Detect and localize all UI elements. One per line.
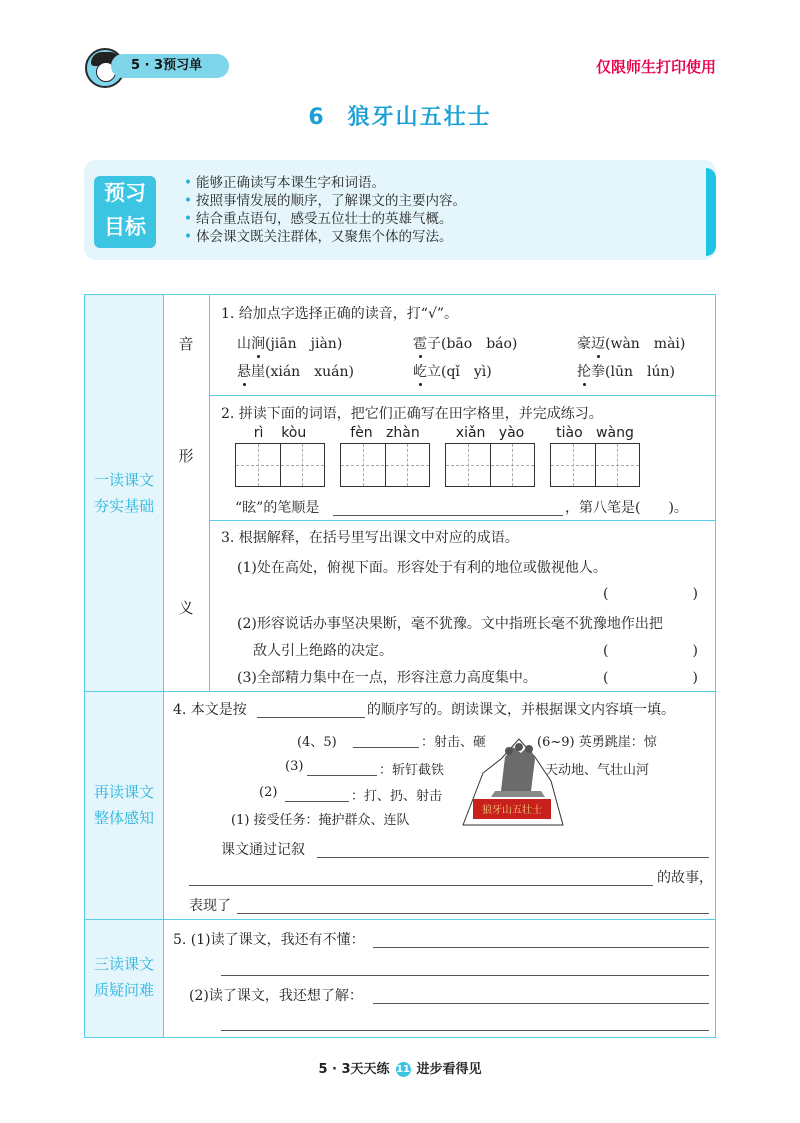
q1-item: 屹立(qǐ yì)	[413, 364, 492, 380]
q4-title-start: 4. 本文是按	[173, 702, 247, 718]
writing-grid[interactable]	[445, 443, 535, 487]
lesson-title	[0, 100, 800, 131]
stage-2: (2)	[259, 785, 278, 800]
stage-6-9: (6~9) 英勇跳崖：惊	[537, 735, 657, 750]
footer-slogan: 进步看得见	[416, 1062, 482, 1077]
summary-blank[interactable]	[189, 885, 653, 886]
eighth-stroke-label: ，第八笔是( )。	[565, 500, 688, 516]
stage-3-text: ：斩钉截铁	[379, 763, 445, 778]
stage-blank[interactable]	[353, 747, 419, 748]
goal-item: • 按照事情发展的顺序，了解课文的主要内容。	[184, 192, 466, 210]
q3-item-3: (3)全部精力集中在一点，形容注意力高度集中。	[237, 670, 537, 686]
question-blank[interactable]	[221, 975, 709, 976]
answer-paren[interactable]: ( )	[603, 670, 698, 686]
q5-item-2: (2)读了课文，我还想了解：	[189, 988, 363, 1004]
q3-item-2: (2)形容说话办事坚决果断，毫不犹豫。文中指班长毫不犹豫地作出把	[237, 616, 663, 632]
q3-item-2-cont: 敌人引上绝路的决定。	[253, 643, 393, 659]
footer-brand: 5 · 3天天练	[318, 1062, 390, 1077]
q3-title: 3. 根据解释，在括号里写出课文中对应的成语。	[221, 530, 519, 546]
goal-item: • 体会课文既关注群体，又聚焦个体的写法。	[184, 228, 466, 246]
lesson-name: 狼牙山五壮士	[347, 105, 492, 130]
goals-panel	[84, 160, 716, 260]
order-blank[interactable]	[257, 717, 365, 718]
stage-1: (1) 接受任务：掩护群众、连队	[231, 813, 410, 828]
answer-paren[interactable]: ( )	[603, 643, 698, 659]
stage-4-5: (4、5)	[297, 735, 337, 750]
question-blank[interactable]	[221, 1030, 709, 1031]
goal-item: • 能够正确读写本课生字和词语。	[184, 174, 466, 192]
q3-item-1: (1)处在高处，俯视下面。形容处于有利的地位或傲视他人。	[237, 560, 607, 576]
summary-blank[interactable]	[317, 857, 709, 858]
goals-stripe	[706, 168, 716, 256]
summary-label: 课文通过记叙	[221, 842, 305, 858]
answer-paren[interactable]: ( )	[603, 586, 698, 602]
q1-item: 雹子(bāo báo)	[413, 336, 518, 352]
q4-title-end: 的顺序写的。朗读课文，并根据课文内容填一填。	[367, 702, 675, 718]
stage-blank[interactable]	[285, 801, 349, 802]
stroke-order-blank[interactable]	[333, 515, 563, 516]
q1-item: 抡拳(lūn lún)	[577, 364, 675, 380]
q5-item-1: 5. (1)读了课文，我还有不懂：	[173, 932, 365, 948]
stage-3: (3)	[285, 759, 304, 774]
section-two-label: 再读课文 整体感知	[93, 783, 154, 827]
summary-blank[interactable]	[237, 913, 709, 914]
pinyin: tiào wàng	[556, 425, 634, 441]
stage-2-text: ：打、扔、射击	[351, 789, 443, 804]
stage-6-9-cont: 天动地、气壮山河	[545, 763, 650, 778]
writing-grid[interactable]	[340, 443, 430, 487]
pinyin: rì kòu	[253, 425, 307, 441]
sub-sound: 音	[178, 335, 194, 353]
goals-list	[184, 174, 466, 246]
stage-4-5-text: ：射击、砸	[421, 735, 487, 750]
stage-blank[interactable]	[307, 775, 377, 776]
summary-show: 表现了	[189, 898, 231, 914]
q1-item: 悬崖(xián xuán)	[237, 364, 354, 380]
section-one-label: 一读课文 夯实基础	[93, 471, 154, 515]
print-note: 仅限师生打印使用	[595, 58, 716, 76]
q1-title: 1. 给加点字选择正确的读音，打“√”。	[221, 306, 459, 322]
lesson-number: 6	[308, 105, 326, 130]
brand-badge	[85, 48, 225, 80]
badge-label: 5 · 3预习单	[111, 54, 229, 78]
footer	[0, 1058, 800, 1077]
sub-meaning: 义	[178, 599, 194, 617]
section-three-label: 三读课文 质疑问难	[93, 955, 154, 999]
writing-grid[interactable]	[235, 443, 325, 487]
exercise-table	[84, 294, 716, 1038]
stroke-order-label: “眩”的笔顺是	[235, 500, 320, 516]
q1-item: 山涧(jiān jiàn)	[237, 336, 343, 352]
summary-story: 的故事，	[657, 870, 713, 886]
question-blank[interactable]	[373, 947, 709, 948]
q1-item: 豪迈(wàn mài)	[577, 336, 686, 352]
page-number: 11	[396, 1064, 410, 1075]
writing-grid[interactable]	[550, 443, 640, 487]
q2-title: 2. 拼读下面的词语，把它们正确写在田字格里，并完成练习。	[221, 406, 603, 422]
statue-illustration	[461, 733, 565, 827]
goal-item: • 结合重点语句，感受五位壮士的英雄气概。	[184, 210, 466, 228]
pinyin: xiǎn yào	[455, 425, 525, 441]
section-column	[85, 295, 163, 1037]
pinyin: fèn zhàn	[350, 425, 420, 441]
goals-label: 预习 目标	[94, 176, 156, 248]
plaque-text: 狼牙山五壮士	[482, 805, 542, 816]
question-blank[interactable]	[373, 1003, 709, 1004]
sub-shape: 形	[178, 447, 194, 465]
